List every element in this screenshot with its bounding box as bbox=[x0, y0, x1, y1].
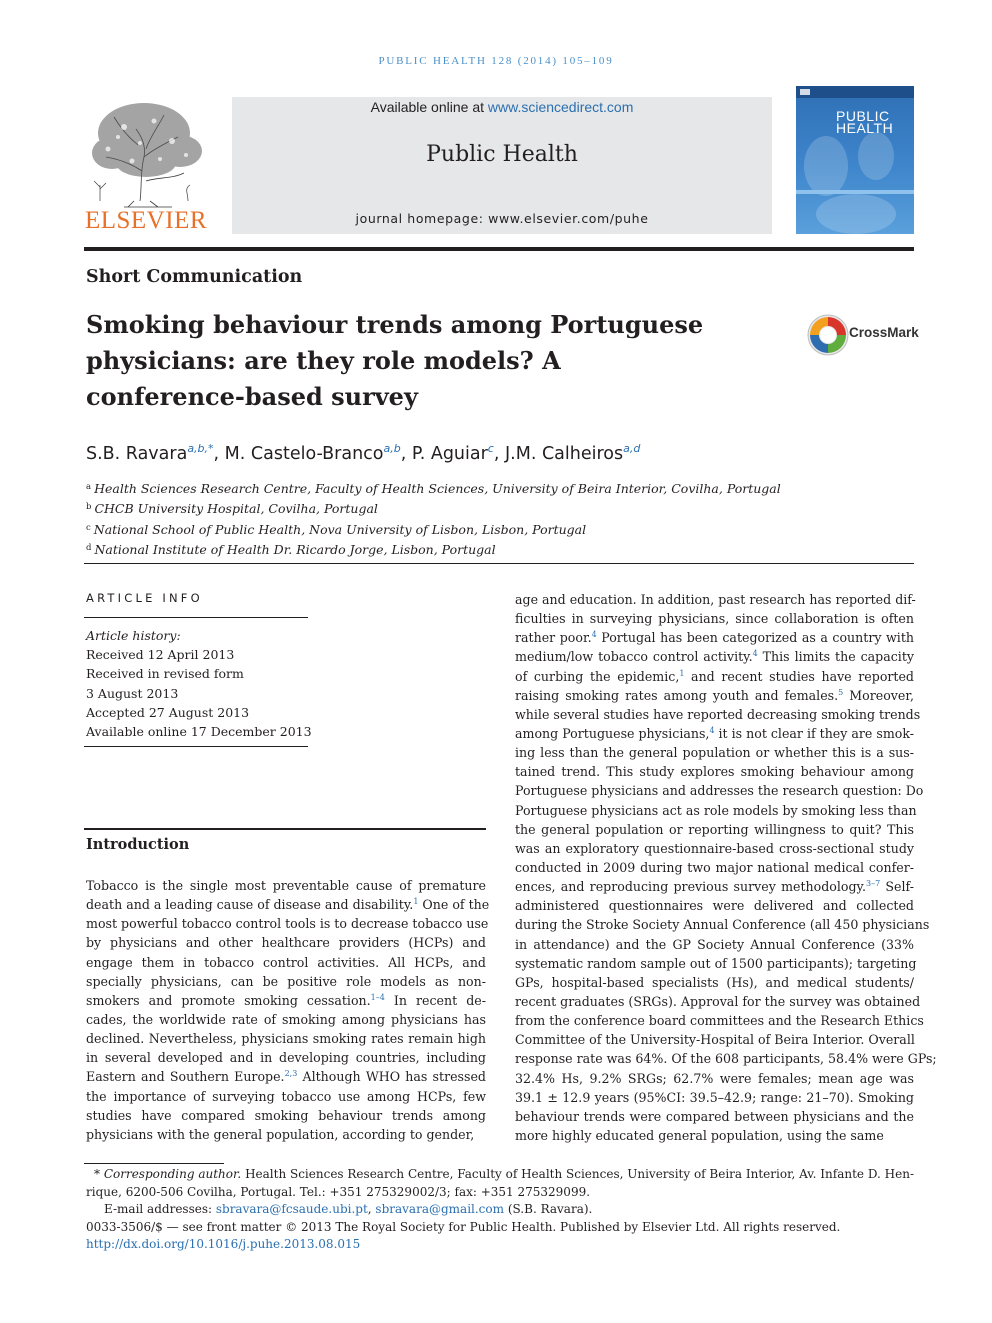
body-text-segment: conducted in 2009 during two major national medical confer- bbox=[515, 859, 914, 875]
body-text-line bbox=[515, 896, 914, 915]
body-text-segment: 32.4% Hs, 9.2% SRGs; 62.7% were females; mean age was bbox=[515, 1070, 914, 1086]
body-text-line bbox=[515, 801, 917, 820]
cover-title-line1: PUBLIC bbox=[836, 108, 890, 124]
corresponding-address-line2: rique, 6200-506 Covilha, Portugal. Tel.: +351 275329002/3; fax: +351 275329099. bbox=[86, 1184, 591, 1199]
author-separator: , bbox=[213, 444, 225, 464]
author-separator: , bbox=[400, 444, 412, 464]
body-text-segment: physicians with the general population, according to gender, bbox=[86, 1126, 475, 1142]
article-info-heading: ARTICLE INFO bbox=[86, 591, 203, 605]
body-text-line bbox=[515, 628, 914, 647]
body-text-segment: age and education. In addition, past research has reported dif- bbox=[515, 592, 916, 607]
affiliation-text: Health Sciences Research Centre, Faculty of Health Sciences, University of Beira Interior, Covilha, Portugal bbox=[94, 481, 781, 496]
body-text-segment: Portugal has been categorized as a country with bbox=[596, 630, 914, 646]
affiliation-list bbox=[86, 478, 781, 559]
body-text-line bbox=[515, 954, 917, 973]
corresponding-mark: * bbox=[94, 1167, 100, 1181]
body-column-right bbox=[515, 590, 937, 1145]
journal-name: Public Health bbox=[426, 142, 578, 167]
author-name: J.M. Calheiros bbox=[505, 444, 624, 464]
body-text-line bbox=[515, 781, 924, 800]
body-text-segment: it is not clear if they are smok- bbox=[714, 725, 915, 741]
body-text-line bbox=[515, 1030, 914, 1049]
body-text-segment: of curbing the epidemic, bbox=[515, 668, 680, 684]
sciencedirect-link[interactable]: www.sciencedirect.com bbox=[487, 99, 634, 115]
affiliation bbox=[86, 498, 781, 518]
body-text-segment: Portuguese physicians and addresses the research question: Do bbox=[515, 783, 924, 799]
author-separator: , bbox=[493, 444, 505, 464]
elsevier-wordmark: ELSEVIER bbox=[84, 207, 208, 234]
email-link[interactable]: sbravara@fcsaude.ubi.pt bbox=[215, 1202, 368, 1217]
history-entry: Received in revised form bbox=[86, 666, 244, 682]
author-affiliation-marks[interactable]: a,b bbox=[383, 442, 401, 455]
body-text-line bbox=[515, 743, 914, 762]
article-title bbox=[86, 307, 746, 415]
crossmark-label[interactable]: CrossMark bbox=[849, 325, 919, 340]
body-text-line bbox=[86, 1125, 486, 1144]
affiliation-key: a bbox=[86, 482, 92, 492]
history-entry: Received 12 April 2013 bbox=[86, 647, 235, 663]
body-text-segment: engage them in tobacco control activities. All HCPs, and bbox=[86, 954, 486, 970]
body-text-segment: One of the bbox=[418, 897, 490, 913]
body-column-left bbox=[86, 876, 490, 1144]
introduction-heading: Introduction bbox=[86, 836, 190, 853]
body-text-line bbox=[515, 915, 930, 934]
body-text-segment: Moreover, bbox=[843, 687, 914, 703]
affiliation-key: c bbox=[86, 522, 91, 533]
body-text-segment: death and a leading cause of disease and disability. bbox=[86, 897, 414, 913]
body-text-line bbox=[515, 1011, 924, 1030]
body-text-segment: medium/low tobacco control activity. bbox=[515, 649, 753, 665]
citation-ref[interactable]: 5 bbox=[838, 687, 844, 697]
body-text-segment: and recent studies have reported bbox=[684, 668, 914, 684]
body-text-segment: systematic random sample out of 1500 participants); targeting bbox=[515, 955, 917, 971]
history-entry: Accepted 27 August 2013 bbox=[86, 704, 250, 720]
copyright-line: 0033-3506/$ — see front matter © 2013 The Royal Society for Public Health. Published by Elsevier Ltd. All rights reserved. bbox=[86, 1219, 841, 1234]
body-text-segment: during the Stroke Society Annual Conference (all 450 physicians bbox=[515, 917, 930, 933]
cover-title bbox=[836, 110, 910, 134]
body-text-segment: raising smoking rates among youth and females. bbox=[515, 687, 839, 703]
affiliation bbox=[86, 478, 781, 498]
body-text-line bbox=[515, 858, 914, 877]
citation-ref[interactable]: 1 bbox=[679, 668, 685, 678]
corresponding-address-line1: Health Sciences Research Centre, Faculty of Health Sciences, University of Beira Interior, Av. Infante D. Hen- bbox=[241, 1167, 914, 1181]
affiliation-key: d bbox=[86, 542, 92, 553]
citation-ref[interactable]: 1 bbox=[413, 897, 419, 907]
body-text-line bbox=[86, 1029, 486, 1048]
body-text-line bbox=[86, 895, 490, 914]
body-text-line bbox=[515, 992, 921, 1011]
body-text-segment: tained trend. This study explores smoking behaviour among bbox=[515, 764, 914, 780]
affiliation-text: National Institute of Health Dr. Ricardo Jorge, Lisbon, Portugal bbox=[94, 541, 496, 557]
email-suffix: (S.B. Ravara). bbox=[504, 1202, 593, 1217]
body-text-line bbox=[515, 724, 914, 743]
body-text-line bbox=[515, 839, 914, 858]
body-text-segment: the general population or reporting willingness to quit? This bbox=[515, 821, 914, 837]
journal-homepage: journal homepage: www.elsevier.com/puhe bbox=[355, 211, 649, 226]
body-text-segment: from the conference board committees and the Research Ethics bbox=[515, 1013, 924, 1029]
available-online-line bbox=[232, 99, 772, 115]
article-info-rule bbox=[84, 617, 308, 618]
body-text-segment: GPs, hospital-based specialists (Hs), and medical students/ bbox=[515, 974, 914, 990]
citation-ref[interactable]: 4 bbox=[591, 630, 597, 640]
author-list bbox=[86, 442, 640, 464]
body-text-segment: the importance of surveying tobacco use among HCPs, few bbox=[86, 1088, 486, 1104]
doi-link[interactable]: http://dx.doi.org/10.1016/j.puhe.2013.08.015 bbox=[86, 1237, 361, 1252]
body-text-line bbox=[515, 762, 914, 781]
title-line: physicians: are they role models? A bbox=[86, 346, 561, 375]
body-text-line bbox=[515, 1107, 914, 1126]
body-text-segment: 39.1 ± 12.9 years (95%CI: 39.5–42.9; range: 21–70). Smoking bbox=[515, 1089, 914, 1105]
body-text-segment: response rate was 64%. Of the 608 participants, 58.4% were GPs; bbox=[515, 1051, 937, 1067]
body-text-line bbox=[515, 1069, 914, 1088]
body-text-line bbox=[515, 590, 914, 609]
body-text-segment: was an exploratory questionnaire-based cross-sectional study bbox=[515, 840, 914, 856]
body-text-segment: specially physicians, can be positive role models as non- bbox=[86, 973, 486, 989]
author-name: S.B. Ravara bbox=[86, 444, 188, 464]
history-entry: Available online 17 December 2013 bbox=[86, 724, 312, 740]
email-label: E-mail addresses: bbox=[104, 1202, 216, 1217]
body-text-segment: smokers and promote smoking cessation. bbox=[86, 992, 371, 1008]
author-affiliation-marks[interactable]: a,b,* bbox=[187, 442, 214, 455]
body-text-line bbox=[515, 1049, 937, 1068]
body-text-line bbox=[86, 991, 486, 1010]
body-text-segment: recent graduates (SRGs). Approval for the survey was obtained bbox=[515, 993, 921, 1009]
affiliation-text: National School of Public Health, Nova University of Lisbon, Lisbon, Portugal bbox=[93, 521, 587, 537]
body-text-segment: ences, and reproducing previous survey methodology. bbox=[515, 879, 866, 895]
body-text-segment: Portuguese physicians act as role models by smoking less than bbox=[515, 802, 917, 818]
body-text-segment: most powerful tobacco control tools is to decrease tobacco use bbox=[86, 916, 489, 932]
masthead-rule bbox=[84, 247, 914, 251]
author-affiliation-marks[interactable]: c bbox=[487, 442, 494, 455]
body-text-line bbox=[86, 1048, 486, 1067]
body-text-line bbox=[86, 1010, 486, 1029]
citation-ref[interactable]: 4 bbox=[709, 725, 715, 735]
title-line: conference-based survey bbox=[86, 382, 418, 411]
body-text-line bbox=[515, 877, 914, 896]
body-text-segment: declined. Nevertheless, physicians smoking rates remain high bbox=[86, 1031, 486, 1047]
affiliation bbox=[86, 539, 781, 559]
email-link[interactable]: sbravara@gmail.com bbox=[375, 1202, 505, 1217]
body-text-line bbox=[86, 1087, 486, 1106]
body-text-segment: Although WHO has stressed bbox=[297, 1069, 486, 1085]
body-text-line bbox=[515, 935, 914, 954]
body-text-line bbox=[86, 933, 486, 952]
body-text-line bbox=[515, 609, 914, 628]
body-text-line bbox=[86, 914, 489, 933]
body-text-segment: while several studies have reported decreasing smoking trends bbox=[515, 706, 921, 722]
body-text-segment: more highly educated general population, using the same bbox=[515, 1127, 884, 1143]
footnotes bbox=[86, 1166, 914, 1254]
citation-ref[interactable]: 4 bbox=[752, 649, 758, 659]
body-text-segment: among Portuguese physicians, bbox=[515, 725, 710, 741]
body-text-segment: In recent de- bbox=[384, 992, 486, 1008]
body-text-segment: studies have compared smoking behaviour trends among bbox=[86, 1107, 486, 1123]
body-text-line bbox=[86, 876, 486, 895]
corresponding-author-note bbox=[86, 1166, 914, 1184]
introduction-rule bbox=[84, 828, 486, 830]
body-text-line bbox=[515, 667, 914, 686]
body-text-line bbox=[515, 1126, 914, 1145]
body-text-line bbox=[515, 647, 914, 666]
body-text-segment: in several developed and in developing countries, including bbox=[86, 1050, 486, 1066]
body-text-segment: Tobacco is the single most preventable cause of premature bbox=[86, 878, 486, 893]
footnote-rule bbox=[84, 1163, 224, 1164]
body-text-line bbox=[86, 953, 486, 972]
affiliation-text: CHCB University Hospital, Covilha, Portugal bbox=[94, 501, 378, 517]
body-text-line bbox=[515, 820, 914, 839]
body-text-line bbox=[86, 1067, 486, 1086]
body-text-segment: by physicians and other healthcare providers (HCPs) and bbox=[86, 935, 486, 951]
article-history-rule bbox=[84, 746, 308, 747]
article-history bbox=[86, 626, 312, 741]
affiliation-rule bbox=[84, 563, 914, 564]
body-text-line bbox=[515, 705, 921, 724]
body-text-line bbox=[86, 1106, 486, 1125]
body-text-segment: Committee of the University-Hospital of Beira Interior. Overall bbox=[515, 1032, 915, 1048]
title-line: Smoking behaviour trends among Portuguese bbox=[86, 310, 704, 339]
available-online-label: Available online at bbox=[370, 99, 488, 115]
author-name: M. Castelo-Branco bbox=[224, 444, 384, 464]
citation-ref[interactable]: 1–4 bbox=[370, 992, 385, 1002]
body-text-segment: This limits the capacity bbox=[757, 649, 914, 665]
body-text-segment: in attendance) and the GP Society Annual Conference (33% bbox=[515, 936, 914, 952]
body-text-segment: ficulties in surveying physicians, since collaboration is often bbox=[515, 611, 914, 627]
body-text-segment: administered questionnaires were delivered and collected bbox=[515, 898, 914, 914]
cover-title-line2: HEALTH bbox=[836, 120, 894, 136]
email-separator: , bbox=[367, 1202, 376, 1217]
body-text-line bbox=[86, 972, 486, 991]
author-affiliation-marks[interactable]: a,d bbox=[623, 442, 641, 455]
running-head: PUBLIC HEALTH 128 (2014) 105–109 bbox=[378, 55, 614, 67]
body-text-segment: ing less than the general population or whether this is a sus- bbox=[515, 745, 914, 761]
journal-cover bbox=[796, 86, 914, 234]
author-name: P. Aguiar bbox=[411, 444, 488, 464]
body-text-line bbox=[515, 1088, 914, 1107]
body-text-line bbox=[515, 686, 914, 705]
email-note bbox=[86, 1201, 914, 1219]
body-text-segment: behaviour trends were compared between physicians and the bbox=[515, 1108, 914, 1124]
body-text-line bbox=[515, 973, 914, 992]
article-type: Short Communication bbox=[86, 267, 303, 287]
body-text-segment: Eastern and Southern Europe. bbox=[86, 1069, 285, 1085]
body-text-segment: cades, the worldwide rate of smoking among physicians has bbox=[86, 1011, 486, 1027]
body-text-segment: rather poor. bbox=[515, 630, 592, 646]
affiliation bbox=[86, 519, 781, 539]
affiliation-key: b bbox=[86, 502, 92, 513]
citation-ref[interactable]: 2,3 bbox=[284, 1069, 298, 1079]
corresponding-author-label: Corresponding author. bbox=[103, 1167, 242, 1181]
body-text-segment: Self- bbox=[880, 879, 914, 895]
citation-ref[interactable]: 3–7 bbox=[865, 879, 881, 889]
history-label: Article history: bbox=[86, 628, 181, 643]
history-entry: 3 August 2013 bbox=[86, 685, 179, 701]
